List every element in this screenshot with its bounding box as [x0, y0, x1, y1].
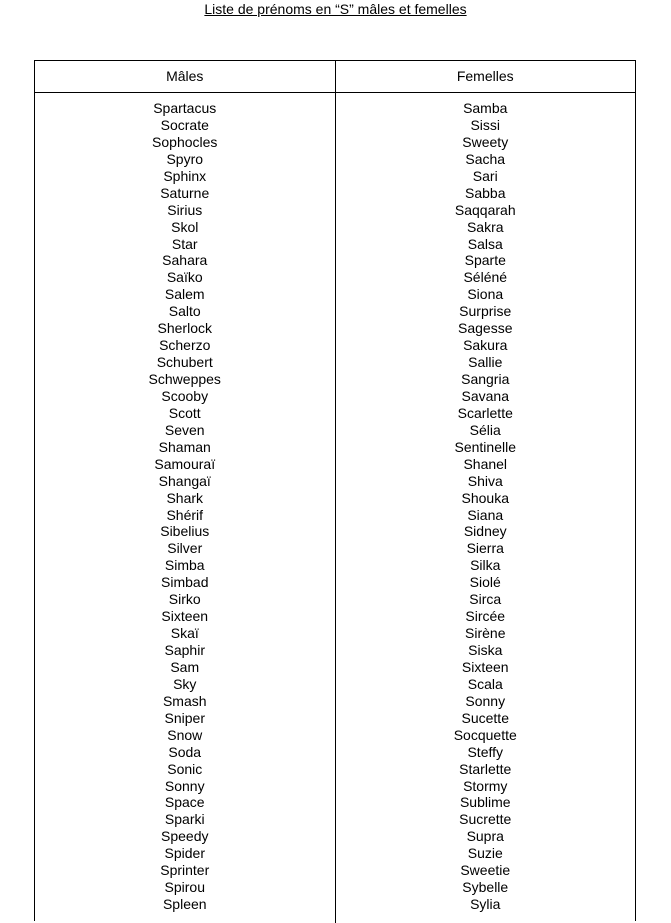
female-name-item: Sierra	[466, 540, 504, 557]
female-name-item: Sucette	[461, 709, 509, 726]
female-name-item: Savana	[461, 387, 509, 404]
female-name-item: Sangria	[461, 371, 510, 387]
male-name-item: Spyro	[166, 150, 204, 167]
male-name-item: Sixteen	[161, 608, 209, 625]
male-name-item: Skol	[171, 218, 199, 235]
female-name-item: Sylia	[470, 896, 501, 913]
male-name-item: Sonny	[164, 777, 205, 794]
female-name-item: Sparte	[464, 252, 506, 269]
male-name-item: Spirou	[164, 879, 205, 896]
female-name-item: Sakura	[463, 337, 508, 354]
female-name-item: Sixteen	[461, 658, 509, 675]
male-name-item: Shérif	[166, 506, 204, 523]
female-name-item: Stormy	[463, 777, 508, 794]
male-name-item: Salem	[164, 286, 205, 303]
female-name-item: Shanel	[463, 455, 508, 472]
document-title: Liste de prénoms en “S” mâles et femelles	[204, 1, 467, 17]
male-name-item: Space	[164, 794, 205, 811]
female-name-item: Sacha	[465, 150, 506, 167]
male-name-item: Spartacus	[153, 100, 217, 116]
female-name-item: Suzie	[467, 845, 503, 862]
female-name-item: Sublime	[459, 794, 511, 811]
female-name-item: Steffy	[467, 743, 504, 760]
male-name-item: Schubert	[156, 354, 213, 371]
male-name-item: Soda	[168, 743, 202, 760]
females-column	[336, 93, 636, 923]
female-name-item: Sirca	[469, 591, 502, 608]
female-name-item: Scarlette	[457, 404, 513, 421]
male-name-item: Schweppes	[148, 371, 221, 387]
male-name-item: Sniper	[164, 709, 205, 726]
female-name-item: Sucrette	[459, 811, 512, 828]
table-header-row	[35, 61, 635, 93]
male-name-item: Sky	[173, 675, 197, 692]
female-name-item: Sybelle	[462, 879, 509, 896]
female-name-item: Salsa	[467, 235, 503, 252]
male-name-item: Saturne	[160, 184, 210, 201]
male-name-item: Sphinx	[163, 167, 207, 184]
female-name-item: Sakra	[466, 218, 504, 235]
male-name-item: Scooby	[161, 387, 209, 404]
male-name-item: Sophocles	[152, 133, 218, 150]
female-name-item: Samba	[463, 100, 508, 116]
male-name-item: Silver	[167, 540, 203, 557]
male-name-item: Salto	[168, 303, 201, 320]
female-name-item: Surprise	[459, 303, 512, 320]
male-name-item: Seven	[164, 421, 205, 438]
female-name-item: Sallie	[468, 354, 503, 371]
names-table	[34, 60, 636, 921]
male-name-item: Smash	[162, 692, 207, 709]
females-column-header: Femelles	[456, 68, 514, 84]
female-name-item: Starlette	[459, 760, 512, 777]
female-name-item: Siska	[468, 642, 503, 658]
female-name-item: Siolé	[469, 574, 501, 591]
female-name-item: Saqqarah	[454, 201, 516, 218]
female-name-item: Sidney	[463, 523, 507, 540]
female-name-item: Sweety	[462, 133, 509, 150]
male-name-item: Sirius	[167, 201, 203, 218]
male-name-item: Simbad	[161, 574, 209, 591]
female-name-item: Sissi	[470, 116, 501, 133]
males-column	[35, 93, 336, 923]
female-name-item: Sélia	[469, 421, 501, 438]
female-name-item: Shouka	[461, 489, 509, 506]
female-name-item: Séléné	[463, 269, 508, 286]
male-name-item: Shangaï	[158, 472, 211, 489]
female-name-item: Siana	[467, 506, 504, 523]
male-name-item: Sam	[170, 658, 200, 675]
males-column-header: Mâles	[35, 61, 336, 92]
female-name-item: Siona	[467, 286, 504, 303]
male-name-item: Spider	[164, 845, 205, 862]
female-name-item: Sari	[472, 167, 498, 184]
female-name-item: Sagesse	[458, 320, 513, 337]
female-name-item: Supra	[466, 828, 504, 845]
female-name-item: Scala	[467, 675, 503, 692]
male-name-item: Socrate	[160, 116, 209, 133]
male-name-item: Sibelius	[160, 523, 210, 540]
male-name-item: Spleen	[162, 896, 207, 913]
male-name-item: Star	[171, 235, 198, 252]
male-name-item: Samouraï	[154, 455, 216, 472]
male-name-item: Shark	[166, 489, 204, 506]
female-name-item: Sirène	[465, 625, 506, 642]
male-name-item: Sprinter	[160, 862, 210, 879]
male-name-item: Simba	[164, 557, 205, 574]
male-name-item: Scott	[168, 404, 201, 421]
female-name-item: Sentinelle	[454, 438, 516, 455]
female-name-item: Shiva	[467, 472, 503, 489]
male-name-item: Scherzo	[159, 337, 211, 354]
female-name-item: Sabba	[465, 184, 506, 201]
male-name-item: Sparki	[164, 811, 205, 828]
female-name-item: Sonny	[465, 692, 506, 709]
male-name-item: Sahara	[162, 252, 208, 269]
male-name-item: Skaï	[170, 625, 199, 642]
male-name-item: Saïko	[166, 269, 203, 286]
male-name-item: Sonic	[167, 760, 203, 777]
male-name-item: Saphir	[164, 642, 205, 658]
male-name-item: Shaman	[158, 438, 211, 455]
female-name-item: Sircée	[465, 608, 506, 625]
table-body-row	[35, 93, 635, 923]
male-name-item: Snow	[167, 726, 203, 743]
male-name-item: Sherlock	[157, 320, 212, 337]
male-name-item: Speedy	[161, 828, 209, 845]
female-name-item: Socquette	[453, 726, 517, 743]
male-name-item: Sirko	[168, 591, 201, 608]
female-name-item: Silka	[470, 557, 501, 574]
female-name-item: Sweetie	[460, 862, 511, 879]
